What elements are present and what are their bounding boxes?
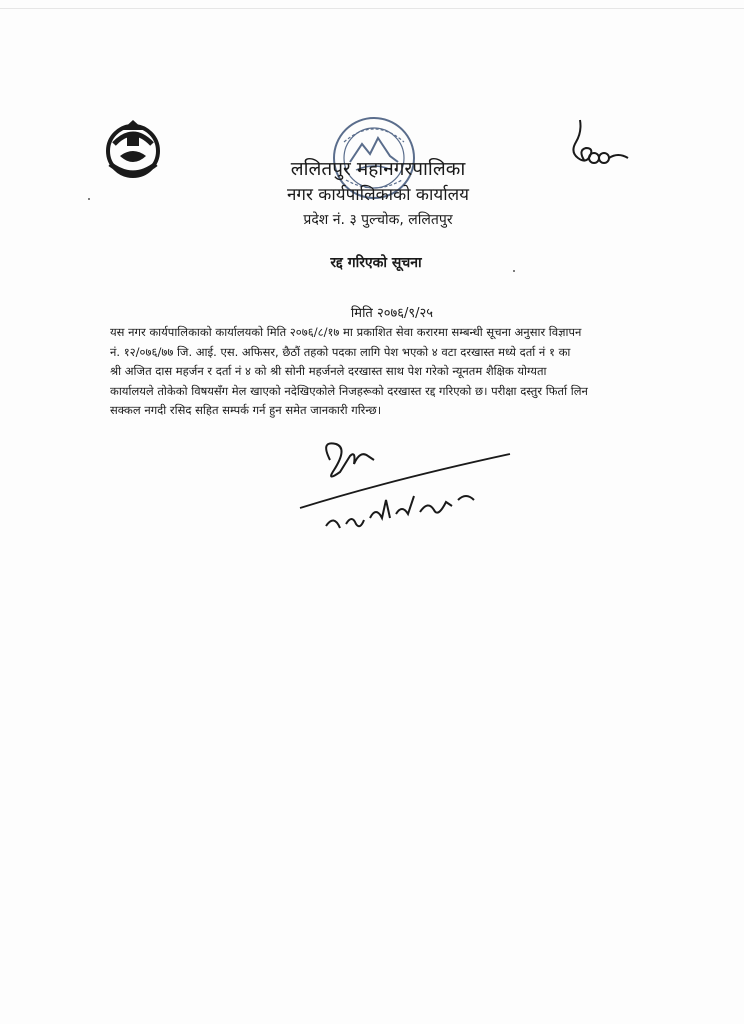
notice-date: मिति २०७६/९/२५ — [350, 306, 434, 321]
page-edge — [0, 8, 744, 9]
body-line: नं. १२/०७६/७७ जि. आई. एस. अफिसर, छैठौं तहको पदका लागि पेश भएको ४ वटा दरखास्त मध्ये दर्ता नं १ का — [110, 344, 571, 359]
body-line: श्री अजित दास महर्जन र दर्ता नं ४ को श्री सोनी महर्जनले दरखास्त साथ पेश गरेको न्यूनतम शैक्षिक योग्यता — [110, 364, 547, 378]
ink-speck — [513, 270, 515, 272]
office-address: प्रदेश नं. ३ पुल्चोक, ललितपुर — [303, 212, 453, 228]
office-department: नगर कार्यपालिकाको कार्यालय — [286, 185, 470, 205]
handwritten-signature-icon — [290, 430, 530, 550]
office-name: ललितपुर महानगरपालिका — [290, 158, 466, 180]
notice-body — [110, 323, 630, 421]
body-line: सक्कल नगदी रसिद सहित सम्पर्क गर्न हुन समेत जानकारी गरिन्छ। — [110, 403, 382, 417]
body-line: कार्यालयले तोकेको विषयसँग मेल खाएको नदेखिएकोले निजहरूको दरखास्त रद्द गरिएको छ। परीक्षा दस्तुर फिर्ता लिन — [110, 383, 588, 398]
ink-speck — [88, 198, 90, 200]
body-line: यस नगर कार्यपालिकाको कार्यालयको मिति २०७६/८/१७ मा प्रकाशित सेवा करारमा सम्बन्धी सूचना अनुसार विज्ञापन — [110, 325, 582, 339]
notice-title: रद्द गरिएको सूचना — [330, 255, 422, 271]
